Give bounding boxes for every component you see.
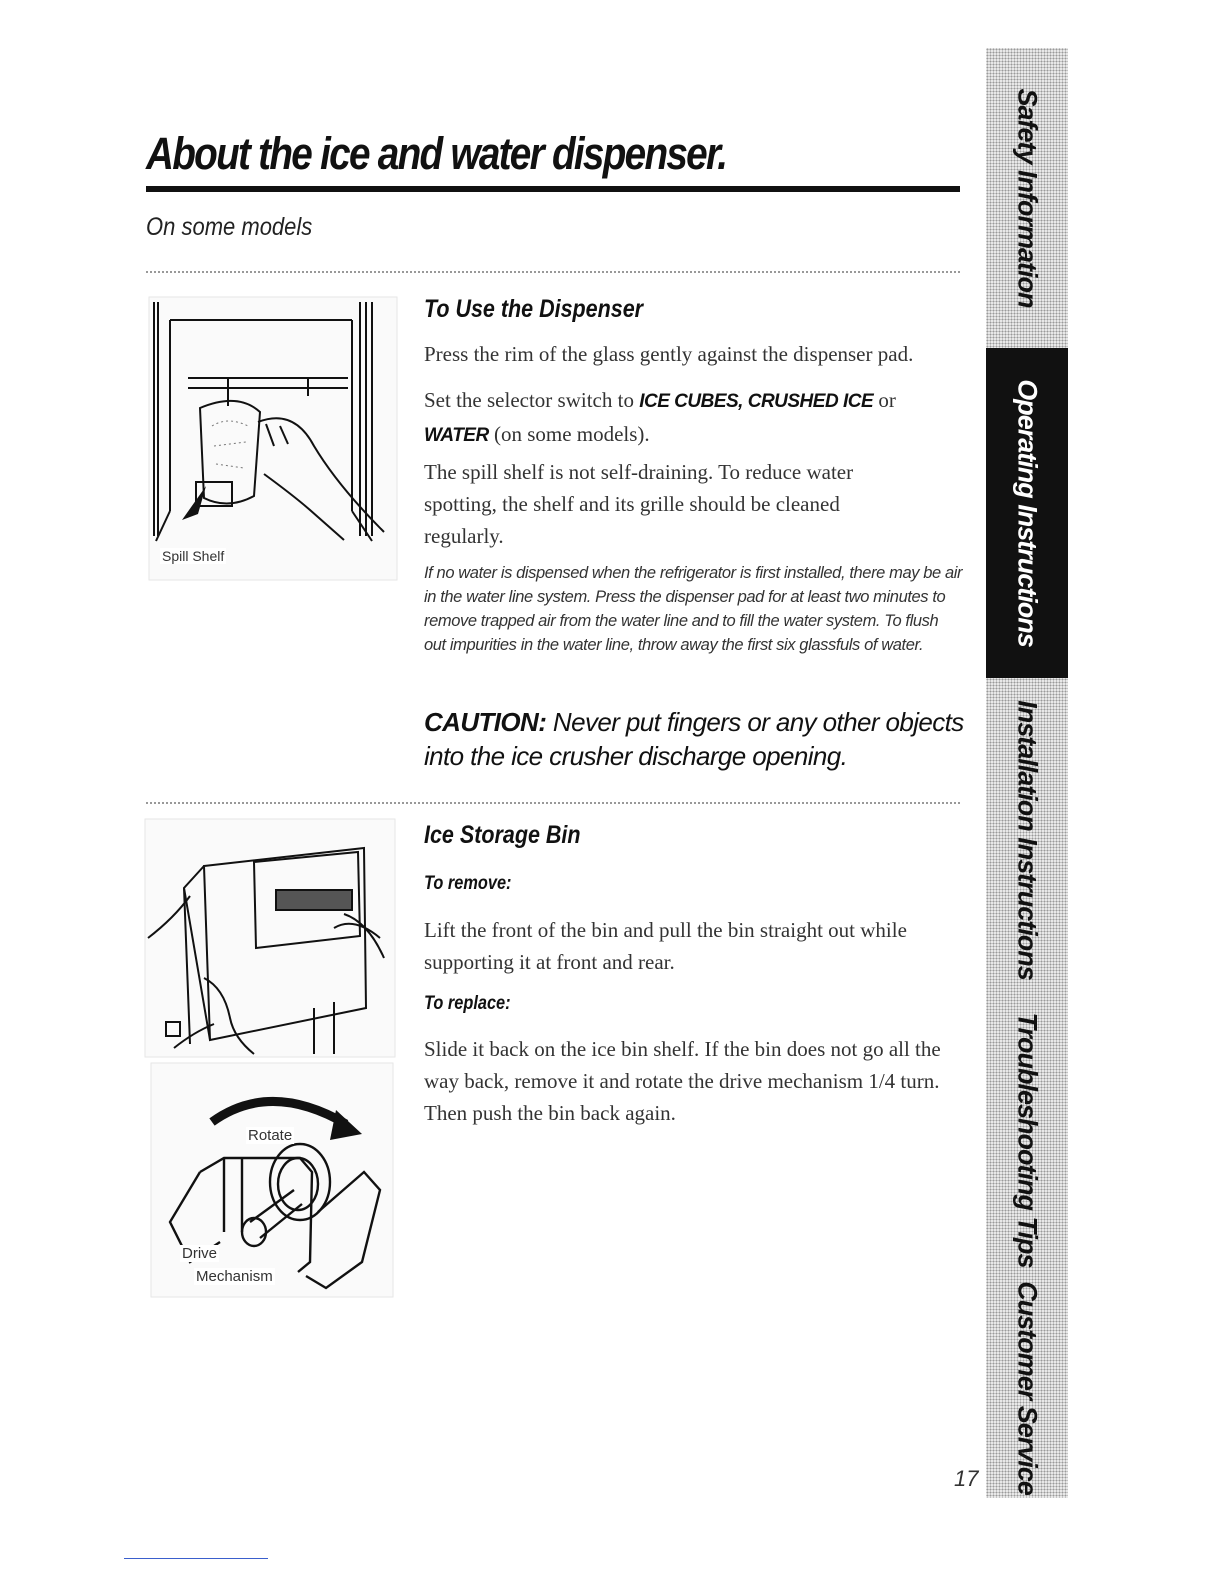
emphasis-ice-options: ICE CUBES, CRUSHED ICE [639, 391, 874, 412]
dispenser-note: If no water is dispensed when the refrigerator is first installed, there may be air in the water line system. Press the dispenser pad for at least two minutes to remove trapped air from the water line and to fill the water system. To flush out impurities in the water line, throw away the first six glassfuls of water. [424, 564, 963, 654]
dispenser-heading: To Use the Dispenser [424, 295, 644, 323]
dispenser-illustration [148, 296, 398, 581]
dispenser-paragraph-2: Set the selector switch to ICE CUBES, CRUSHED ICE or WATER (on some models). [424, 388, 896, 446]
page-number: 17 [954, 1466, 979, 1491]
ice-bin-illustration [144, 818, 396, 1058]
section-divider [146, 802, 960, 804]
tab-customer-service[interactable] [986, 1278, 1068, 1500]
tab-label: Safety Information [1012, 88, 1043, 308]
caution-warning [424, 705, 984, 773]
tab-label: Installation Instructions [1012, 700, 1043, 980]
replace-heading: To replace: [424, 993, 511, 1014]
tab-label: Troubleshooting Tips [1012, 1012, 1043, 1268]
section-tab-sidebar [986, 48, 1068, 1498]
title-rule [146, 186, 960, 192]
rotate-label: Rotate [248, 1127, 293, 1144]
mechanism-label: Mechanism [196, 1268, 273, 1285]
emphasis-water: WATER [424, 425, 489, 446]
tab-troubleshooting-tips[interactable] [986, 1002, 1068, 1280]
dispenser-paragraph-3: The spill shelf is not self-draining. To reduce water spotting, the shelf and its grille should be cleaned regularly. [424, 460, 854, 548]
tab-label: Operating Instructions [1012, 379, 1043, 647]
footer-rule [124, 1558, 268, 1559]
dispenser-paragraph-1: Press the rim of the glass gently against the dispenser pad. [424, 342, 914, 366]
tab-label: Customer Service [1012, 1281, 1043, 1495]
drive-mechanism-illustration [150, 1062, 394, 1298]
tab-installation-instructions[interactable] [986, 678, 1068, 1004]
page-subtitle: On some models [146, 213, 313, 241]
tab-operating-instructions[interactable] [986, 348, 1068, 680]
remove-heading: To remove: [424, 873, 512, 894]
page-title: About the ice and water dispenser. [146, 128, 727, 179]
replace-instructions: Slide it back on the ice bin shelf. If the bin does not go all the way back, remove it and rotate the drive mechanism 1/4 turn. Then push the bin back again. [424, 1037, 941, 1125]
section-divider [146, 271, 960, 273]
ice-bin-heading: Ice Storage Bin [424, 821, 581, 849]
tab-safety-information[interactable] [986, 48, 1068, 350]
caution-text: Never put fingers or any other objects into the ice crusher discharge opening. [424, 707, 964, 771]
spill-shelf-label: Spill Shelf [162, 548, 225, 564]
drive-label: Drive [182, 1245, 218, 1262]
remove-instructions: Lift the front of the bin and pull the bin straight out while supporting it at front and rear. [424, 918, 907, 974]
caution-label: CAUTION: [424, 707, 547, 737]
